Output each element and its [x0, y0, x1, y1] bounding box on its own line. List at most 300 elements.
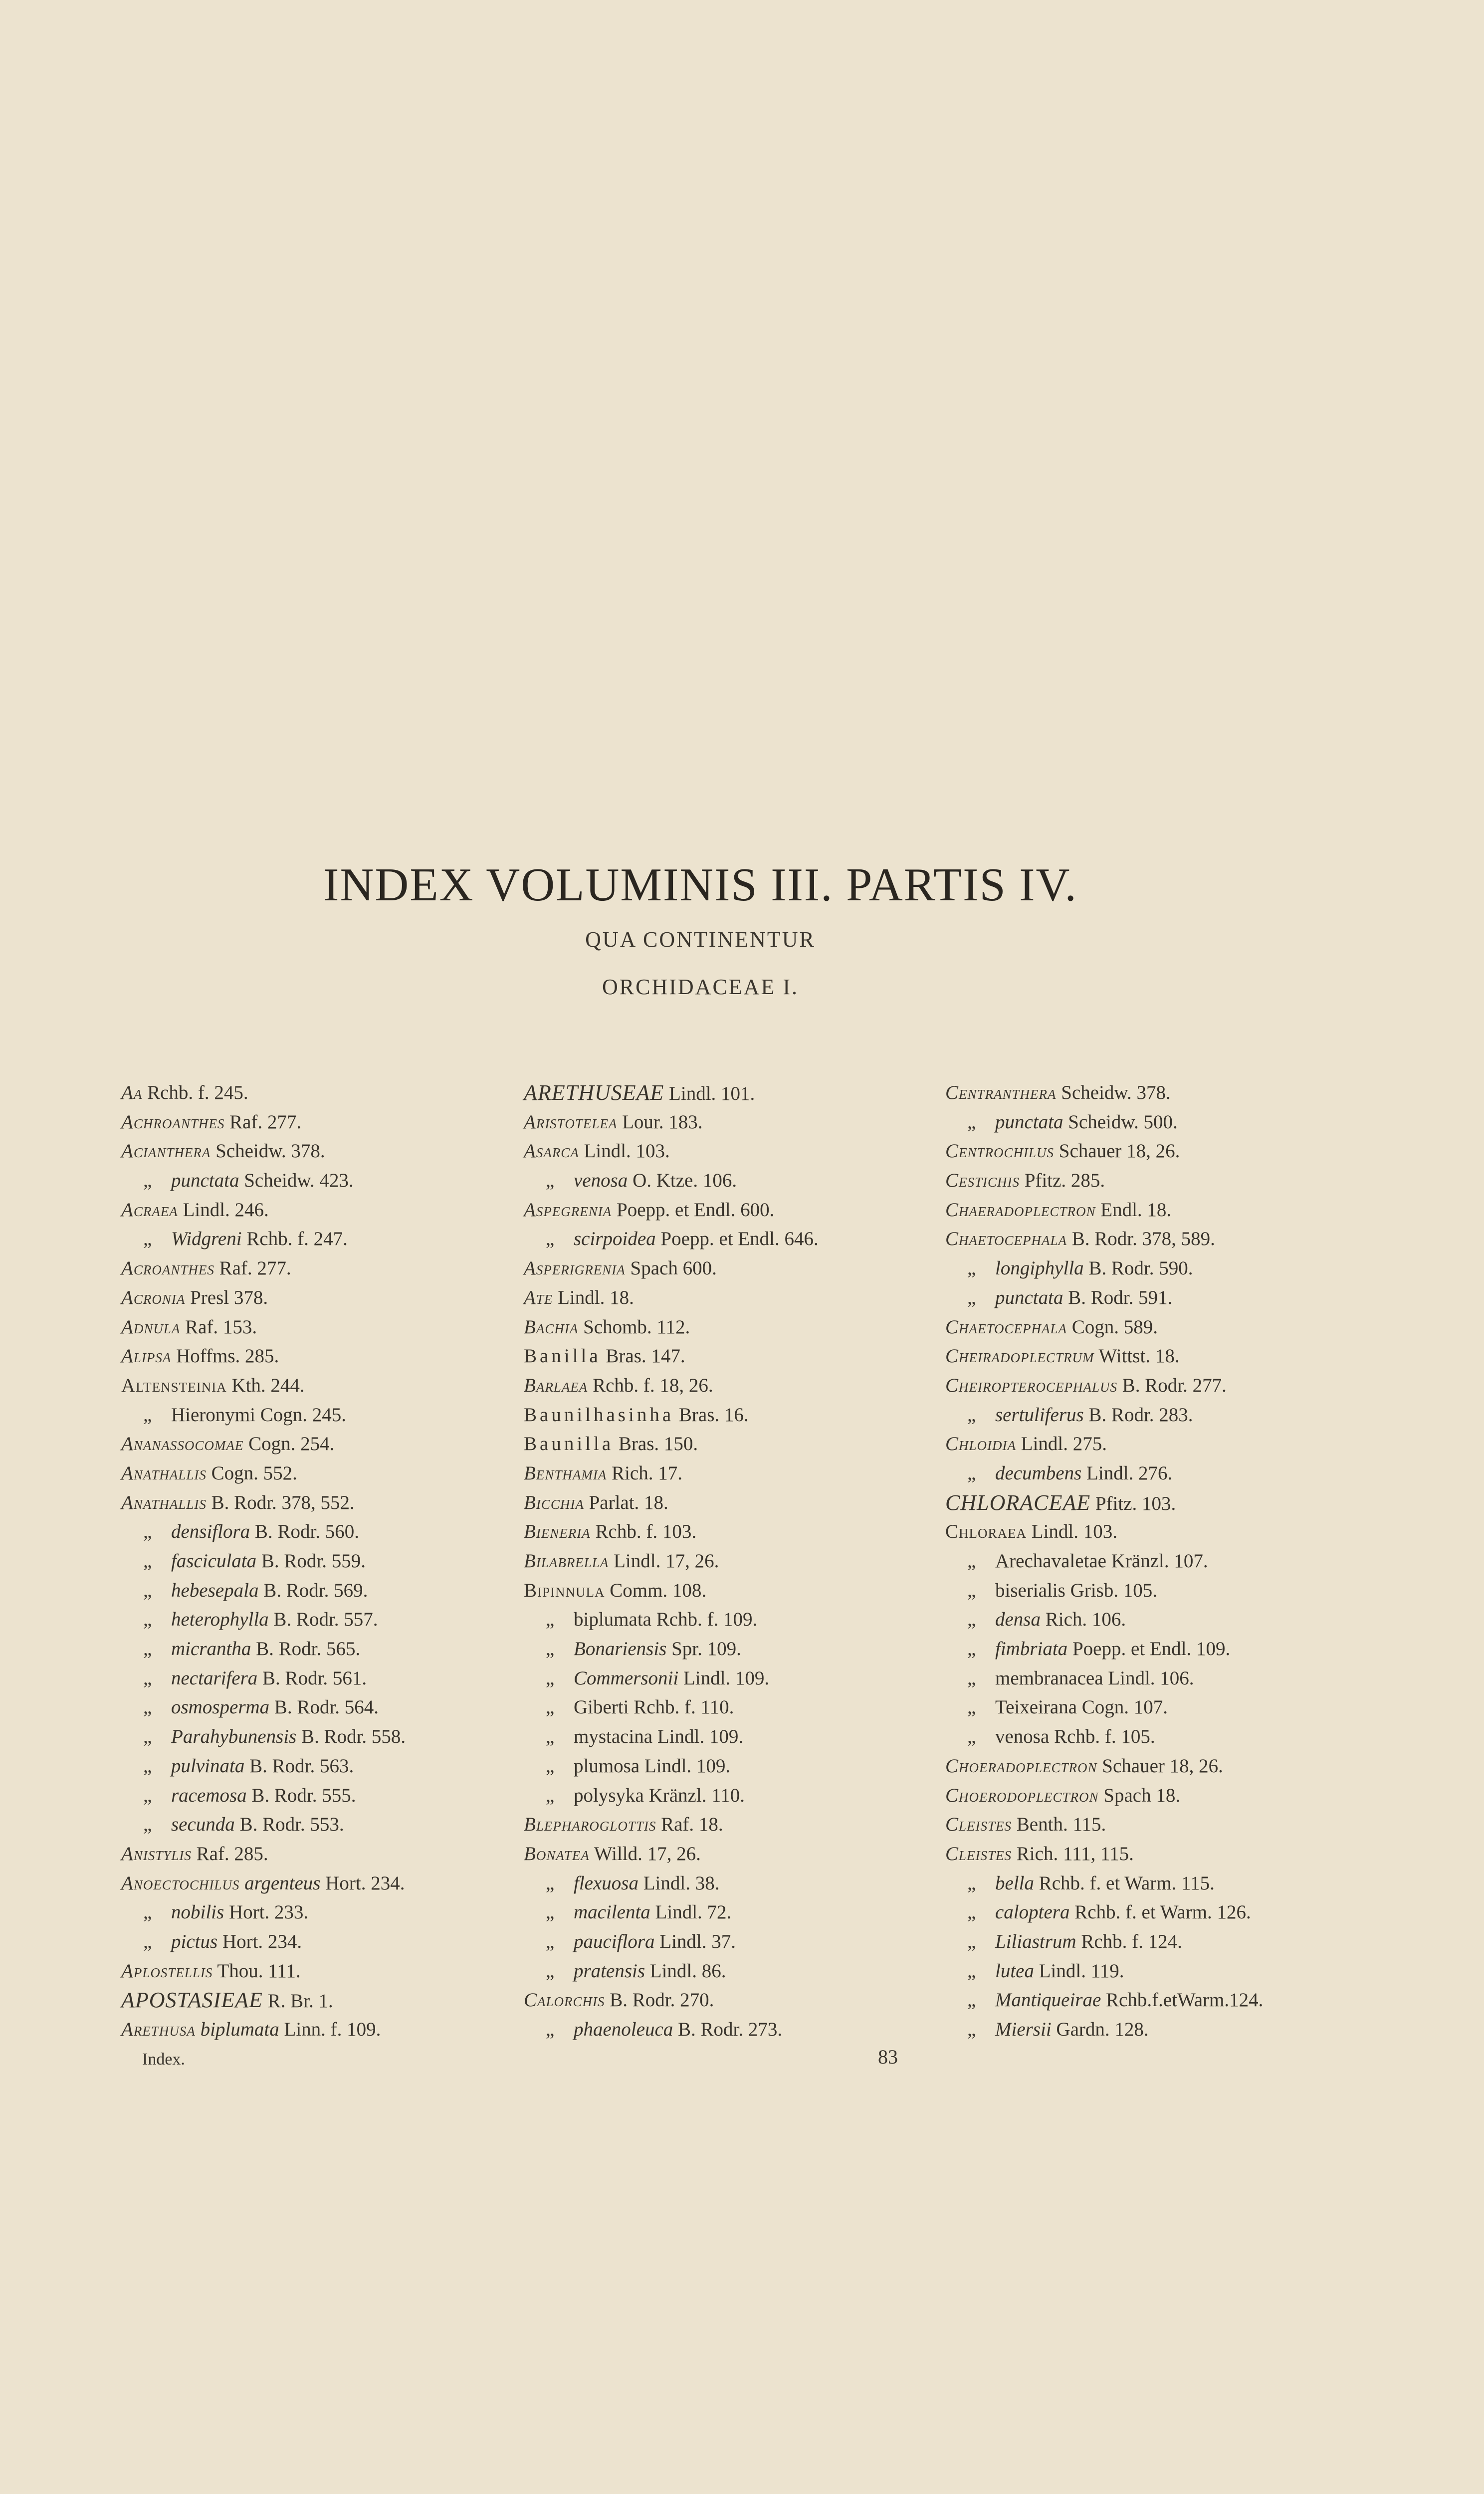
species-name: Parahybunensis	[171, 1726, 297, 1748]
author-reference: Kth. 244.	[226, 1374, 305, 1396]
author-reference: Lindl. 18.	[553, 1286, 634, 1308]
genus-name: Centranthera	[945, 1082, 1057, 1103]
genus-name: Cheiropterocephalus	[945, 1374, 1117, 1396]
index-entry	[524, 1488, 963, 1518]
index-entry	[121, 1927, 560, 1957]
index-entry	[121, 1986, 560, 2015]
footer-index-label: Index.	[142, 2050, 185, 2069]
index-entry	[945, 1166, 1404, 1196]
index-entry	[524, 1927, 963, 1957]
genus-name: Benthamia	[524, 1462, 607, 1484]
genus-name: Asperigrenia	[524, 1257, 626, 1279]
author-reference: B. Rodr. 565.	[251, 1638, 361, 1660]
genus-name: Cestichis	[945, 1170, 1020, 1192]
index-entry	[524, 1840, 963, 1869]
author-reference: Bras. 147.	[601, 1345, 685, 1367]
index-column-3	[945, 1078, 1404, 2045]
index-entry	[945, 1254, 1404, 1283]
index-entry	[524, 1576, 963, 1606]
species-name: Liliastrum	[995, 1930, 1076, 1952]
index-entry	[121, 1283, 560, 1313]
author-reference: B. Rodr. 560.	[250, 1521, 360, 1543]
genus-name: Choeradoplectron	[945, 1755, 1097, 1777]
author-reference: Poepp. et Endl. 109.	[1067, 1638, 1231, 1660]
ditto-mark: „	[967, 1930, 976, 1952]
index-entry	[524, 1898, 963, 1927]
author-reference: B. Rodr. 378, 589.	[1067, 1228, 1215, 1250]
ditto-mark: „	[967, 1696, 976, 1718]
index-entry	[121, 1547, 560, 1576]
genus-name: Bipinnula	[524, 1579, 605, 1601]
species-name: caloptera	[995, 1901, 1070, 1923]
ditto-mark: „	[143, 1667, 152, 1689]
author-reference: Lindl. 275.	[1016, 1433, 1107, 1455]
species-name: biserialis	[995, 1579, 1065, 1601]
species-name: mystacina	[574, 1726, 653, 1748]
author-reference: B. Rodr. 277.	[1117, 1374, 1227, 1396]
genus-name: Acroanthes	[121, 1257, 214, 1279]
ditto-mark: „	[546, 1638, 555, 1660]
index-entry	[121, 1430, 560, 1459]
genus-name: Adnula	[121, 1316, 181, 1338]
species-name: bella	[995, 1872, 1034, 1894]
index-entry	[945, 1517, 1404, 1547]
index-entry	[121, 1898, 560, 1927]
author-reference: Comm. 108.	[605, 1579, 707, 1601]
index-entry	[524, 1283, 963, 1313]
ditto-mark: „	[546, 1960, 555, 1982]
author-reference: Raf. 277.	[214, 1257, 291, 1279]
author-reference: Spr. 109.	[666, 1638, 741, 1660]
author-reference: Scheidw. 378.	[211, 1140, 325, 1162]
ditto-mark: „	[546, 1755, 555, 1777]
vernacular-name: Baunilla	[524, 1433, 614, 1455]
index-entry	[121, 1488, 560, 1518]
index-column-2	[524, 1078, 963, 2045]
index-entry	[524, 1693, 963, 1722]
index-entry	[524, 1430, 963, 1459]
index-entry	[121, 1371, 560, 1401]
index-entry	[524, 1986, 963, 2015]
species-name: Bonariensis	[574, 1638, 667, 1660]
species-name: hebesepala	[171, 1579, 259, 1601]
species-name: decumbens	[995, 1462, 1082, 1484]
genus-name: Chaetocephala	[945, 1316, 1067, 1338]
index-entry	[945, 1693, 1404, 1722]
index-entry	[945, 1635, 1404, 1664]
genus-name: Aspegrenia	[524, 1199, 612, 1221]
ditto-mark: „	[967, 1404, 976, 1426]
ditto-mark: „	[143, 1726, 152, 1748]
species-name: fimbriata	[995, 1638, 1068, 1660]
ditto-mark: „	[143, 1755, 152, 1777]
species-name: secunda	[171, 1814, 235, 1836]
index-entry	[945, 1371, 1404, 1401]
author-reference: Cogn. 107.	[1077, 1696, 1168, 1718]
species-name: punctata	[171, 1170, 239, 1192]
author-reference: Kränzl. 107.	[1106, 1550, 1208, 1572]
species-name: argenteus	[239, 1872, 321, 1894]
index-entry	[121, 1225, 560, 1254]
genus-name: Chaeradoplectron	[945, 1199, 1096, 1221]
author-reference: Rchb. f. 110.	[629, 1696, 734, 1718]
index-entry	[524, 1605, 963, 1635]
author-reference: Lindl. 109.	[678, 1667, 770, 1689]
genus-name: Bilabrella	[524, 1550, 609, 1572]
ditto-mark: „	[546, 1667, 555, 1689]
genus-name: Ate	[524, 1286, 553, 1308]
index-entry	[524, 1664, 963, 1693]
vernacular-name: Banilla	[524, 1345, 601, 1367]
index-entry	[121, 1957, 560, 1986]
species-name: pauciflora	[574, 1930, 655, 1952]
index-entry	[121, 1810, 560, 1840]
ditto-mark: „	[546, 1170, 555, 1192]
index-entry	[121, 1313, 560, 1342]
genus-name: Bieneria	[524, 1521, 591, 1543]
author-reference: Rchb. f. 124.	[1076, 1930, 1182, 1952]
author-reference: Wittst. 18.	[1094, 1345, 1180, 1367]
author-reference: Parlat. 18.	[584, 1491, 668, 1513]
ditto-mark: „	[967, 1286, 976, 1308]
author-reference: Poepp. et Endl. 600.	[612, 1199, 775, 1221]
ditto-mark: „	[967, 1111, 976, 1133]
vernacular-name: Baunilhasinha	[524, 1404, 674, 1426]
ditto-mark: „	[546, 1609, 555, 1631]
author-reference: Scheidw. 500.	[1063, 1111, 1178, 1133]
page-number: 83	[878, 2046, 898, 2068]
genus-name: Blepharoglottis	[524, 1814, 656, 1836]
genus-name: Anoectochilus	[121, 1872, 240, 1894]
author-reference: Raf. 277.	[224, 1111, 302, 1133]
ditto-mark: „	[143, 1784, 152, 1806]
species-name: pratensis	[574, 1960, 645, 1982]
author-reference: Cogn. 552.	[206, 1462, 297, 1484]
index-entry	[524, 1196, 963, 1225]
species-name: biplumata	[195, 2019, 279, 2040]
author-reference: Lindl. 86.	[645, 1960, 726, 1982]
species-name: fasciculata	[171, 1550, 257, 1572]
genus-name: Aplostellis	[121, 1960, 213, 1982]
index-entry	[524, 1635, 963, 1664]
author-reference: Rchb. f. 18, 26.	[588, 1374, 713, 1396]
index-entry	[524, 1517, 963, 1547]
index-entry	[945, 1927, 1404, 1957]
index-entry	[524, 1313, 963, 1342]
species-name: plumosa	[574, 1755, 640, 1777]
ditto-mark: „	[546, 2019, 555, 2040]
genus-name: Centrochilus	[945, 1140, 1055, 1162]
species-name: Arechavaletae	[995, 1550, 1106, 1572]
author-reference: B. Rodr. 569.	[258, 1579, 368, 1601]
ditto-mark: „	[143, 1404, 152, 1426]
author-reference: Rich. 106.	[1041, 1609, 1126, 1631]
ditto-mark: „	[143, 1228, 152, 1250]
species-name: osmosperma	[171, 1696, 270, 1718]
genus-name: Anathallis	[121, 1462, 207, 1484]
species-name: Miersii	[995, 2019, 1052, 2040]
index-entry	[945, 1342, 1404, 1371]
tribe-name: CHLORACEAE	[945, 1490, 1091, 1515]
author-reference: Willd. 17, 26.	[589, 1843, 701, 1865]
species-name: venosa	[995, 1726, 1050, 1748]
genus-name: Altensteinia	[121, 1374, 227, 1396]
species-name: heterophylla	[171, 1609, 269, 1631]
index-entry	[524, 1166, 963, 1196]
species-name: Giberti	[574, 1696, 629, 1718]
author-reference: Rchb. f. et Warm. 115.	[1034, 1872, 1215, 1894]
author-reference: Cogn. 589.	[1067, 1316, 1158, 1338]
author-reference: Cogn. 254.	[243, 1433, 335, 1455]
author-reference: B. Rodr. 590.	[1083, 1257, 1193, 1279]
species-name: densa	[995, 1609, 1041, 1631]
author-reference: Lindl. 38.	[638, 1872, 720, 1894]
genus-name: Aa	[121, 1082, 143, 1103]
subtitle-orchidaceae: ORCHIDACEAE I.	[602, 975, 799, 999]
genus-name: Achroanthes	[121, 1111, 225, 1133]
genus-name: Ananassocomae	[121, 1433, 244, 1455]
index-entry	[121, 2015, 560, 2045]
ditto-mark: „	[967, 1960, 976, 1982]
author-reference: B. Rodr. 273.	[673, 2019, 783, 2040]
index-entry	[121, 1840, 560, 1869]
author-reference: Scheidw. 423.	[239, 1170, 354, 1192]
genus-name: Bonatea	[524, 1843, 590, 1865]
author-reference: Lindl. 246.	[178, 1199, 269, 1221]
genus-name: Arethusa	[121, 2019, 196, 2040]
index-entry	[121, 1605, 560, 1635]
ditto-mark: „	[967, 1901, 976, 1923]
index-entry	[121, 1635, 560, 1664]
author-reference: Scheidw. 378.	[1056, 1082, 1171, 1103]
author-reference: B. Rodr. 555.	[246, 1784, 356, 1806]
author-reference: Rchb. f. et Warm. 126.	[1069, 1901, 1251, 1923]
index-entry	[945, 1957, 1404, 1986]
index-column-1	[121, 1078, 560, 2045]
author-reference: Raf. 153.	[180, 1316, 257, 1338]
ditto-mark: „	[967, 1872, 976, 1894]
author-reference: B. Rodr. 563.	[244, 1755, 354, 1777]
index-entry	[524, 1722, 963, 1752]
author-reference: B. Rodr. 283.	[1083, 1404, 1193, 1426]
author-reference: Hort. 234.	[320, 1872, 405, 1894]
genus-name: Cleistes	[945, 1843, 1012, 1865]
species-name: Commersonii	[574, 1667, 679, 1689]
index-entry	[945, 1137, 1404, 1166]
index-entry	[524, 1108, 963, 1137]
index-entry	[945, 1225, 1404, 1254]
species-name: sertuliferus	[995, 1404, 1084, 1426]
author-reference: Hort. 233.	[224, 1901, 309, 1923]
author-reference: Rchb. f. 109.	[651, 1609, 758, 1631]
index-entry	[121, 1254, 560, 1283]
ditto-mark: „	[143, 1901, 152, 1923]
index-entry	[945, 1605, 1404, 1635]
species-name: densiflora	[171, 1521, 250, 1543]
ditto-mark: „	[967, 1638, 976, 1660]
index-entry	[121, 1576, 560, 1606]
author-reference: Raf. 285.	[191, 1843, 268, 1865]
index-entry	[524, 1781, 963, 1811]
index-entry	[121, 1137, 560, 1166]
genus-name: Cleistes	[945, 1814, 1012, 1836]
author-reference: B. Rodr. 270.	[605, 1989, 714, 2011]
ditto-mark: „	[143, 1638, 152, 1660]
author-reference: B. Rodr. 553.	[234, 1814, 344, 1836]
ditto-mark: „	[967, 1667, 976, 1689]
author-reference: Lour. 183.	[617, 1111, 703, 1133]
index-entry	[945, 1722, 1404, 1752]
species-name: pulvinata	[171, 1755, 245, 1777]
genus-name: Acraea	[121, 1199, 178, 1221]
species-name: venosa	[574, 1170, 628, 1192]
author-reference: O. Ktze. 106.	[628, 1170, 737, 1192]
index-entry	[945, 1196, 1404, 1225]
index-entry	[121, 1108, 560, 1137]
genus-name: Asarca	[524, 1140, 579, 1162]
author-reference: Kränzl. 110.	[643, 1784, 745, 1806]
genus-name: Cheiradoplectrum	[945, 1345, 1094, 1367]
author-reference: Rich. 111, 115.	[1012, 1843, 1134, 1865]
index-entry	[524, 1957, 963, 1986]
index-entry	[121, 1196, 560, 1225]
author-reference: B. Rodr. 378, 552.	[206, 1491, 355, 1513]
author-reference: Endl. 18.	[1095, 1199, 1172, 1221]
index-entry	[121, 1693, 560, 1722]
genus-name: Calorchis	[524, 1989, 605, 2011]
species-name: Mantiqueirae	[995, 1989, 1101, 2011]
ditto-mark: „	[143, 1550, 152, 1572]
author-reference: Hort. 234.	[217, 1930, 302, 1952]
index-entry	[945, 1488, 1404, 1518]
ditto-mark: „	[143, 1696, 152, 1718]
author-reference: Rich. 17.	[607, 1462, 682, 1484]
author-reference: Rchb.f.etWarm.124.	[1101, 1989, 1264, 2011]
ditto-mark: „	[967, 1726, 976, 1748]
page-title: INDEX VOLUMINIS III. PARTIS IV.	[323, 859, 1077, 911]
index-entry	[945, 1430, 1404, 1459]
index-entry	[524, 2015, 963, 2045]
author-reference: Lindl. 17, 26.	[609, 1550, 719, 1572]
index-entry	[524, 1254, 963, 1283]
ditto-mark: „	[967, 1989, 976, 2011]
index-entry	[524, 1752, 963, 1781]
index-entry	[945, 1752, 1404, 1781]
author-reference: Lindl. 109.	[652, 1726, 744, 1748]
species-name: nobilis	[171, 1901, 224, 1923]
index-entry	[524, 1459, 963, 1488]
index-entry	[945, 1108, 1404, 1137]
genus-name: Acianthera	[121, 1140, 211, 1162]
index-entry	[945, 1781, 1404, 1811]
ditto-mark: „	[143, 1609, 152, 1631]
tribe-name: APOSTASIEAE	[121, 1988, 263, 2013]
ditto-mark: „	[143, 1170, 152, 1192]
genus-name: Aristotelea	[524, 1111, 618, 1133]
ditto-mark: „	[967, 1462, 976, 1484]
author-reference: R. Br. 1.	[262, 1990, 333, 2012]
index-entry	[945, 1576, 1404, 1606]
genus-name: Bachia	[524, 1316, 579, 1338]
species-name: biplumata	[574, 1609, 651, 1631]
index-entry	[945, 1547, 1404, 1576]
ditto-mark: „	[546, 1726, 555, 1748]
author-reference: Schomb. 112.	[578, 1316, 690, 1338]
ditto-mark: „	[143, 1579, 152, 1601]
genus-name: Alipsa	[121, 1345, 172, 1367]
species-name: phaenoleuca	[574, 2019, 673, 2040]
index-entry	[524, 1810, 963, 1840]
author-reference: Spach 18.	[1098, 1784, 1181, 1806]
author-reference: Gardn. 128.	[1051, 2019, 1149, 2040]
author-reference: B. Rodr. 561.	[257, 1667, 367, 1689]
ditto-mark: „	[143, 1521, 152, 1543]
index-entry	[524, 1869, 963, 1898]
ditto-mark: „	[546, 1872, 555, 1894]
author-reference: Schauer 18, 26.	[1097, 1755, 1223, 1777]
author-reference: Lindl. 119.	[1034, 1960, 1124, 1982]
index-entry	[524, 1547, 963, 1576]
author-reference: Rchb. f. 247.	[241, 1228, 348, 1250]
author-reference: B. Rodr. 558.	[296, 1726, 406, 1748]
ditto-mark: „	[143, 1930, 152, 1952]
index-entry	[945, 1810, 1404, 1840]
index-entry	[121, 1078, 560, 1108]
genus-name: Chloraea	[945, 1521, 1027, 1543]
species-name: scirpoidea	[574, 1228, 656, 1250]
species-name: Widgreni	[171, 1228, 242, 1250]
author-reference: B. Rodr. 559.	[256, 1550, 366, 1572]
index-entry	[121, 1459, 560, 1488]
ditto-mark: „	[546, 1901, 555, 1923]
ditto-mark: „	[967, 1609, 976, 1631]
author-reference: Raf. 18.	[656, 1814, 723, 1836]
genus-name: Choerodoplectron	[945, 1784, 1099, 1806]
species-name: micrantha	[171, 1638, 251, 1660]
author-reference: Grisb. 105.	[1065, 1579, 1157, 1601]
species-name: racemosa	[171, 1784, 247, 1806]
genus-name: Acronia	[121, 1286, 186, 1308]
species-name: longiphylla	[995, 1257, 1084, 1279]
tribe-name: ARETHUSEAE	[524, 1080, 664, 1105]
author-reference: Linn. f. 109.	[279, 2019, 381, 2040]
genus-name: Anathallis	[121, 1491, 207, 1513]
author-reference: B. Rodr. 557.	[268, 1609, 378, 1631]
species-name: lutea	[995, 1960, 1034, 1982]
author-reference: Lindl. 276.	[1081, 1462, 1173, 1484]
index-entry	[524, 1225, 963, 1254]
author-reference: Pfitz. 285.	[1020, 1170, 1105, 1192]
genus-name: Bicchia	[524, 1491, 584, 1513]
author-reference: Bras. 150.	[614, 1433, 698, 1455]
author-reference: Rchb. f. 245.	[142, 1082, 248, 1103]
author-reference: Rchb. f. 105.	[1049, 1726, 1155, 1748]
author-reference: Lindl. 72.	[650, 1901, 732, 1923]
index-entry	[945, 1898, 1404, 1927]
author-reference: B. Rodr. 591.	[1063, 1286, 1173, 1308]
ditto-mark: „	[546, 1784, 555, 1806]
ditto-mark: „	[967, 1550, 976, 1572]
species-name: pictus	[171, 1930, 218, 1952]
index-entry	[945, 1459, 1404, 1488]
author-reference: Lindl. 103.	[579, 1140, 670, 1162]
ditto-mark: „	[546, 1930, 555, 1952]
author-reference: Lindl. 37.	[654, 1930, 736, 1952]
index-entry	[945, 1664, 1404, 1693]
genus-name: Barlaea	[524, 1374, 588, 1396]
author-reference: Schauer 18, 26.	[1054, 1140, 1180, 1162]
author-reference: Lindl. 103.	[1027, 1521, 1118, 1543]
